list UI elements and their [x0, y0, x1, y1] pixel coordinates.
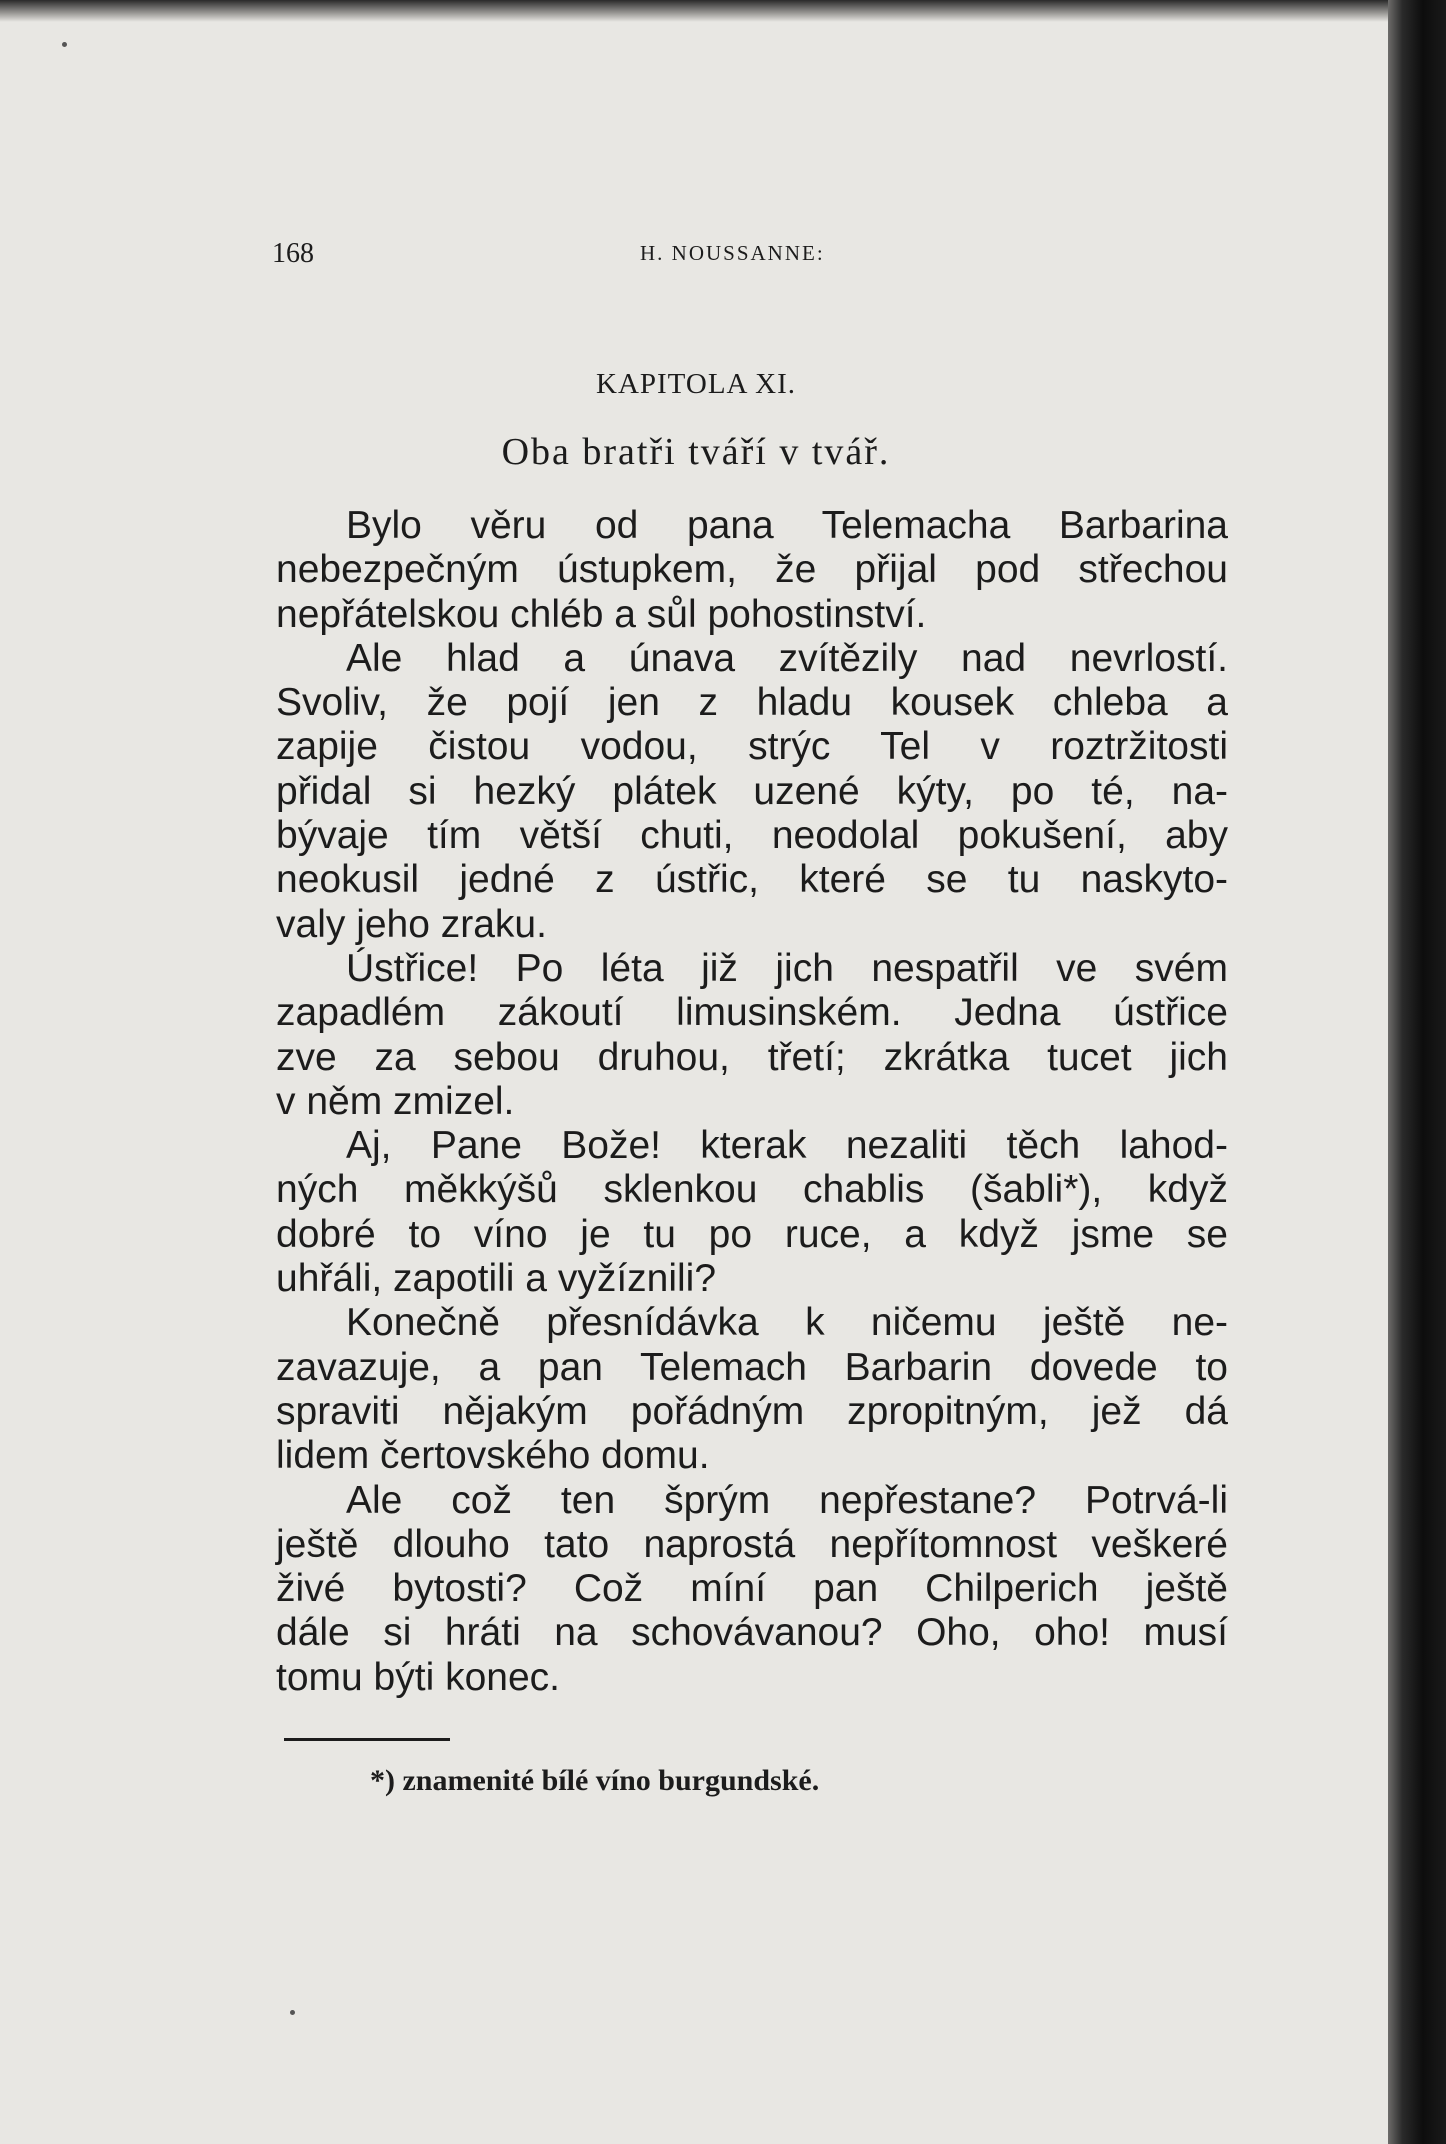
text-line: Bylo věru od pana Telemacha Barbarina: [346, 504, 1228, 547]
text-line: ještě dlouho tato naprostá nepřítomnost veškeré: [276, 1522, 1228, 1566]
text-line: nebezpečným ústupkem, že přijal pod střechou: [276, 548, 1228, 592]
text-line: Konečně přesnídávka k ničemu ještě ne-: [346, 1301, 1228, 1345]
text-line: Aj, Pane Bože! kterak nezaliti těch lahod-: [346, 1124, 1228, 1168]
text-line: zapije čistou vodou, strýc Tel v roztržitosti: [276, 725, 1228, 769]
running-head: [272, 238, 1232, 278]
chapter-label: KAPITOLA XI.: [596, 368, 796, 400]
text-line: Ústřice! Po léta již jich nespatřil ve svém: [346, 946, 1228, 990]
footnote: *) znamenité bílé víno burgundské.: [370, 1764, 820, 1797]
text-line: zve za sebou druhou, třetí; zkrátka tucet jich: [276, 1035, 1228, 1079]
text-line: přidal si hezký plátek uzené kýty, po té, na-: [276, 769, 1228, 813]
text-line: zavazuje, a pan Telemach Barbarin dovede to: [276, 1345, 1228, 1389]
text-line: dobré to víno je tu po ruce, a když jsme se: [276, 1212, 1228, 1256]
text-line: nepřátelskou chléb a sůl pohostinství.: [276, 592, 927, 636]
text-line: živé bytosti? Což míní pan Chilperich ještě: [276, 1567, 1228, 1611]
page-top-shadow: [0, 0, 1392, 22]
text-line: Ale hlad a únava zvítězily nad nevrlostí.: [346, 636, 1228, 680]
book-spine-shadow: [1388, 0, 1446, 2144]
text-line: Ale což ten šprým nepřestane? Potrvá-li: [346, 1478, 1228, 1522]
text-line: v něm zmizel.: [276, 1079, 515, 1123]
running-head-author: H. NOUSSANNE:: [640, 241, 825, 265]
chapter-title: Oba bratři tváří v tvář.: [501, 431, 891, 473]
footnote-rule: [284, 1738, 450, 1741]
body-text: [276, 504, 1228, 1700]
text-line: uhřáli, zapotili a vyžíznili?: [276, 1257, 717, 1301]
text-line: Svoliv, že pojí jen z hladu kousek chleba a: [276, 681, 1228, 725]
text-line: dále si hráti na schovávanou? Oho, oho! musí: [276, 1611, 1228, 1655]
text-line: tomu býti konec.: [276, 1655, 560, 1699]
page-number: 168: [272, 238, 314, 269]
text-line: bývaje tím větší chuti, neodolal pokušení, aby: [276, 814, 1228, 858]
text-line: lidem čertovského domu.: [276, 1434, 710, 1478]
print-speck: [290, 2010, 295, 2015]
text-line: zapadlém zákoutí limusinském. Jedna ústřice: [276, 991, 1228, 1035]
text-line: ných měkkýšů sklenkou chablis (šabli*), když: [276, 1168, 1228, 1212]
print-speck: [62, 42, 67, 47]
text-line: neokusil jedné z ústřic, které se tu naskyto-: [276, 858, 1228, 902]
text-line: spraviti nějakým pořádným zpropitným, jež dá: [276, 1389, 1228, 1433]
text-line: valy jeho zraku.: [276, 902, 547, 946]
